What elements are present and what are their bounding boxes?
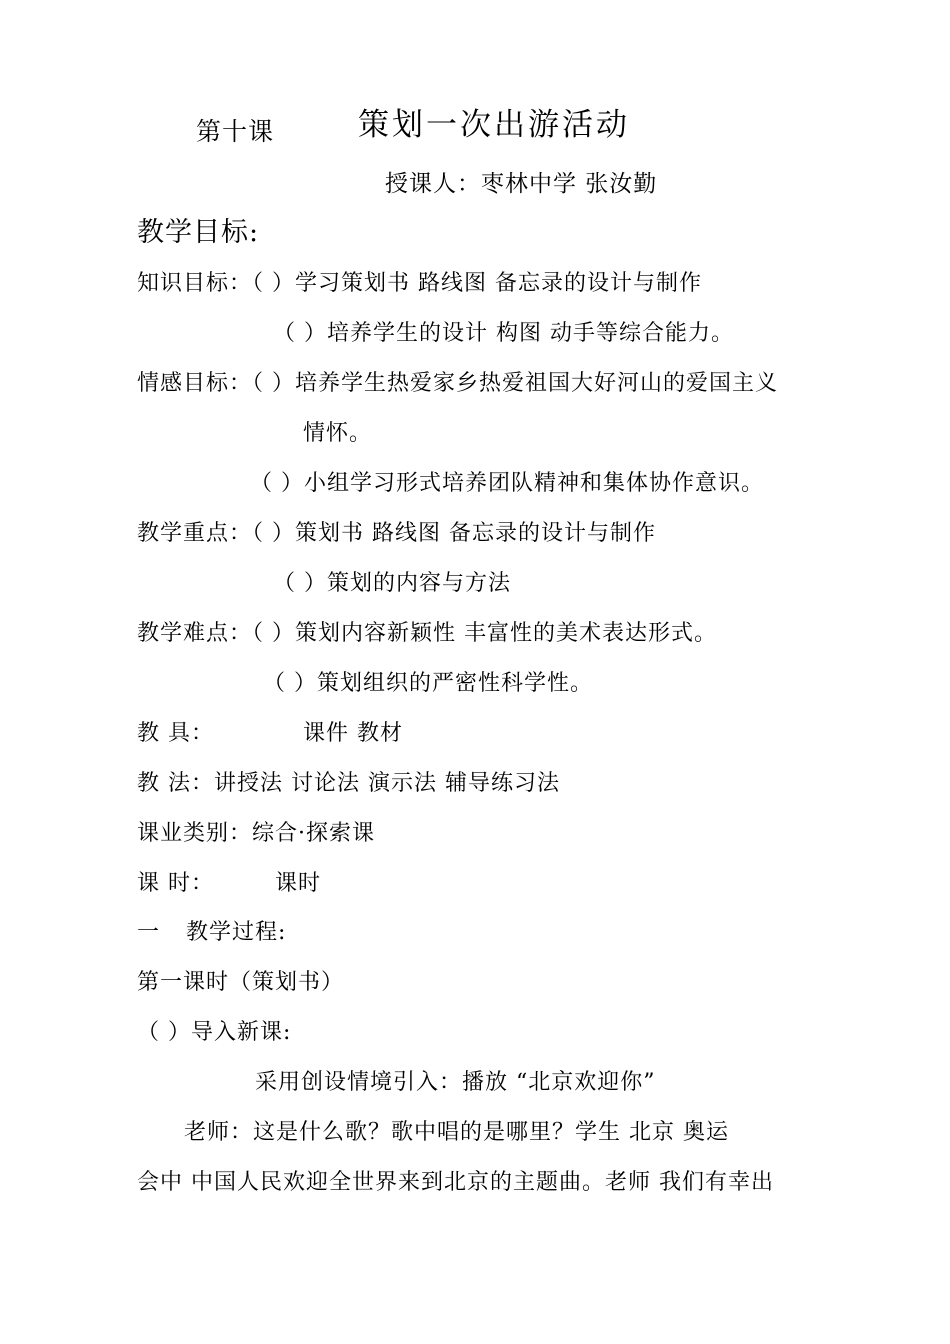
emotion-objective-1: 情感目标：（ ）培养学生热爱家乡热爱祖国大好河山的爱国主义 — [137, 371, 778, 396]
teaching-tools-label: 教 具： — [137, 721, 214, 746]
teaching-difficulty-2: （ ）策划组织的严密性科学性。 — [263, 671, 593, 696]
class-hours-label: 课 时： — [137, 871, 214, 896]
intro-heading: （ ）导入新课: — [137, 1020, 292, 1045]
emotion-objective-1-continued: 情怀。 — [303, 421, 373, 446]
teaching-methods: 教 法：讲授法 讨论法 演示法 辅导练习法 — [137, 771, 560, 796]
paragraph-line-2: 会中 中国人民欢迎全世界来到北京的主题曲。老师 我们有幸出 — [137, 1170, 774, 1195]
knowledge-objective-2: （ ）培养学生的设计 构图 动手等综合能力。 — [273, 321, 734, 346]
intro-method: 采用创设情境引入：播放 “北京欢迎你” — [255, 1070, 656, 1095]
lesson-title: 策划一次出游活动 — [358, 107, 630, 143]
teaching-difficulty-1: 教学难点：（ ）策划内容新颖性 丰富性的美术表达形式。 — [137, 621, 717, 646]
teaching-focus-2: （ ）策划的内容与方法 — [273, 571, 511, 596]
teaching-focus-1: 教学重点：（ ）策划书 路线图 备忘录的设计与制作 — [137, 521, 656, 546]
first-period-heading: 第一课时（策划书） — [137, 970, 345, 995]
emotion-objective-2: （ ）小组学习形式培养团队精神和集体协作意识。 — [250, 471, 764, 496]
knowledge-objective-1: 知识目标：（ ）学习策划书 路线图 备忘录的设计与制作 — [137, 271, 702, 296]
course-category: 课业类别：综合·探索课 — [137, 821, 375, 846]
lesson-number: 第十课 — [196, 117, 275, 146]
teacher-line: 授课人：枣林中学 张汝勤 — [385, 171, 658, 197]
class-hours-value: 课时 — [275, 871, 322, 896]
process-number: 一 — [137, 920, 161, 945]
paragraph-line-1: 老师：这是什么歌？歌中唱的是哪里？学生 北京 奥运 — [184, 1120, 729, 1145]
teaching-tools-value: 课件 教材 — [303, 721, 403, 746]
objectives-heading: 教学目标: — [137, 217, 260, 248]
process-heading: 教学过程: — [186, 920, 287, 945]
